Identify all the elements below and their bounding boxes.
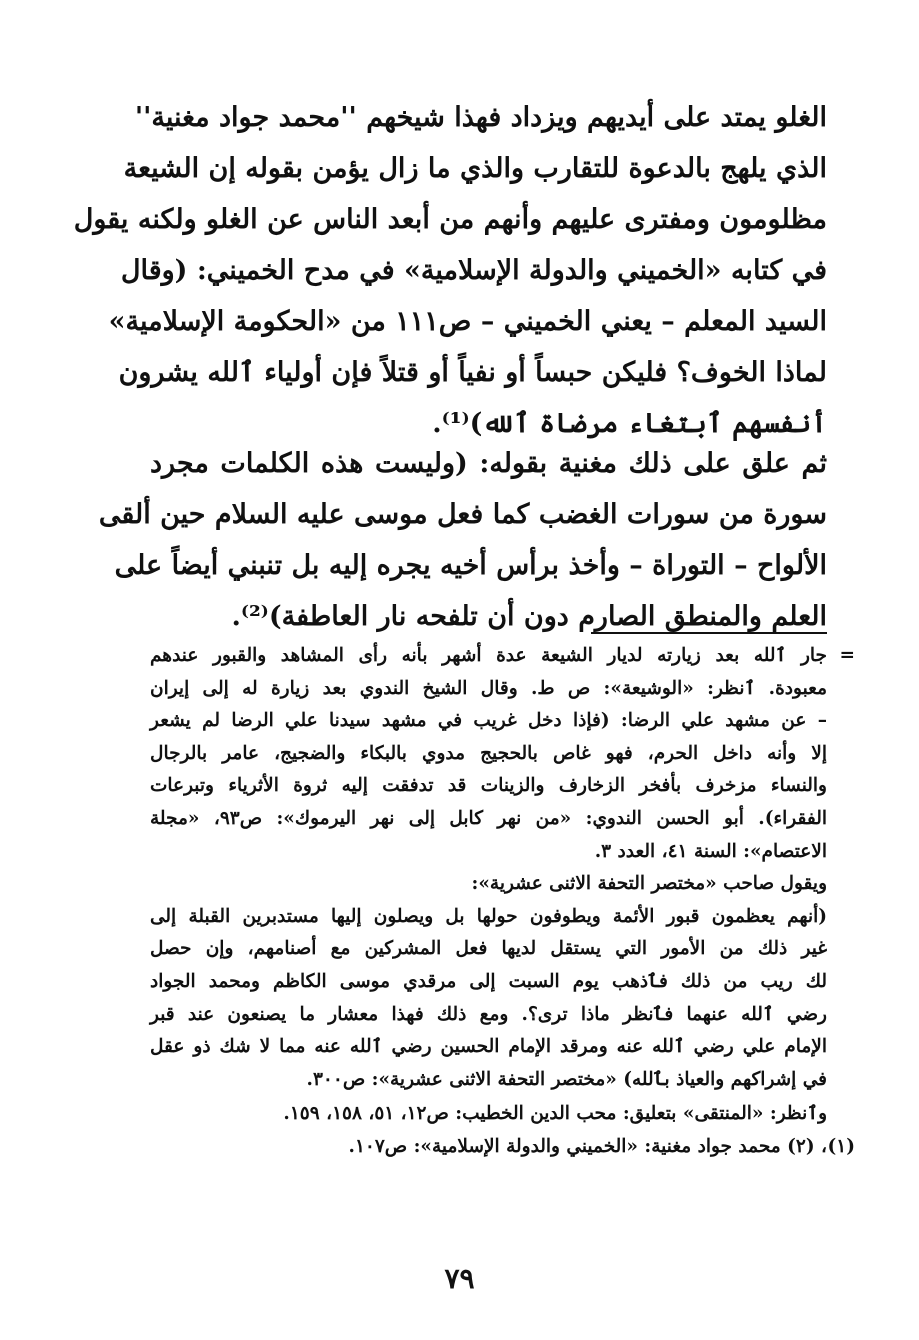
footnote-separator [591,632,827,634]
footnotes-block [150,640,855,1164]
footnote-line-text: ، (٢) محمد جواد مغنية: «الخميني والدولة الإسلامية»: ص١٠٧. [348,1135,827,1157]
footnote-line: – عن مشهد علي الرضا: (فإذا دخل غريب في مشهد سيدنا علي الرضا لم يشعر [150,710,827,732]
text-line: مظلومون ومفترى عليهم وأنهم من أبعد الناس عن الغلو ولكنه يقول [73,204,827,235]
footnote-line: معبودة. ٱنظر: «الوشيعة»: ص ط. وقال الشيخ الندوي بعد زيارة له إلى إيران [150,677,827,699]
text-line: الغلو يمتد على أيديهم ويزداد فهذا شيخهم ''محمد جواد مغنية'' [134,102,827,133]
footnote-line: لك ريب من ذلك فٱذهب يوم السبت إلى مرقدي موسى الكاظم ومحمد الجواد [150,970,827,992]
footnote-line: رضي ٱلله عنهما فٱنظر ماذا ترى؟. ومع ذلك فهذا معشار ما يصنعون عند قبر [150,1003,827,1025]
footnote-line: ويقول صاحب «مختصر التحفة الاثنى عشرية»: [471,873,827,895]
footnote-line [150,640,855,673]
text-line: لماذا الخوف؟ فليكن حبساً أو نفياً أو قتلاً فإن أولياء ٱلله يشرون [118,357,827,388]
text-line: السيد المعلم – يعني الخميني – ص١١١ من «الحكومة الإسلامية» [108,306,827,337]
main-paragraph-2 [98,438,827,642]
footnote-line: والنساء مزخرف بأفخر الزخارف والزينات قد تدفقت إليه ثروة الأثرياء وتبرعات [150,775,827,797]
footnote-line [150,1131,855,1164]
footnote-line: في إشراكهم والعياذ بٱلله) «مختصر التحفة الاثنى عشرية»: ص٣٠٠. [306,1068,827,1090]
footnote-line: الفقراء). أبو الحسن الندوي: «من نهر كابل إلى نهر اليرموك»: ص٩٣، «مجلة [150,807,827,829]
text-line: أنفسهم ٱبتغاء مرضاة ٱلله)⁽¹⁾. [432,408,827,439]
footnote-line: وٱنظر: «المنتقى» بتعليق: محب الدين الخطيب: ص١٢، ٥١، ١٥٨، ١٥٩. [283,1103,827,1125]
footnote-line: الاعتصام»: السنة ٤١، العدد ٣. [594,840,827,862]
footnote-line: الإمام علي رضي ٱلله عنه ومرقد الإمام الحسين رضي ٱلله عنه مما لا شك ذو عقل [150,1036,827,1058]
text-line: العلم والمنطق الصارم دون أن تلفحه نار العاطفة)⁽²⁾. [231,601,827,632]
footnote-line: غير ذلك من الأمور التي يستقل لديها فعل المشركين مع أصنامهم، وإن حصل [150,938,827,960]
page-number: ٧٩ [444,1262,475,1295]
text-line: الذي يلهج بالدعوة للتقارب والذي ما زال يؤمن بقوله إن الشيعة [123,153,827,184]
footnote-line-text: جار ٱلله بعد زيارته لديار الشيعة عدة أشهر بأنه رأى المشاهد والقبور عندهم [150,645,827,666]
text-line: سورة من سورات الغضب كما فعل موسى عليه السلام حين ألقى [98,499,827,530]
footnote-line: (أنهم يعظمون قبور الأئمة ويطوفون حولها بل ويصلون إليها مستدبرين القبلة إلى [150,905,827,927]
main-paragraph-1 [73,92,827,449]
text-line: في كتابه «الخميني والدولة الإسلامية» في مدح الخميني: (وقال [120,255,827,286]
text-line: ثم علق على ذلك مغنية بقوله: (وليست هذه الكلمات مجرد [150,448,827,479]
footnote-line: إلا وأنه داخل الحرم، فهو غاص بالحجيج مدوي بالبكاء والضجيج، عامر بالرجال [150,742,827,764]
footnote-continuation-marker: = [839,645,855,666]
footnote-number-marker: (١) [827,1135,855,1157]
text-line: الألواح – التوراة – وأخذ برأس أخيه يجره إليه بل تنبني أيضاً على [114,550,827,581]
